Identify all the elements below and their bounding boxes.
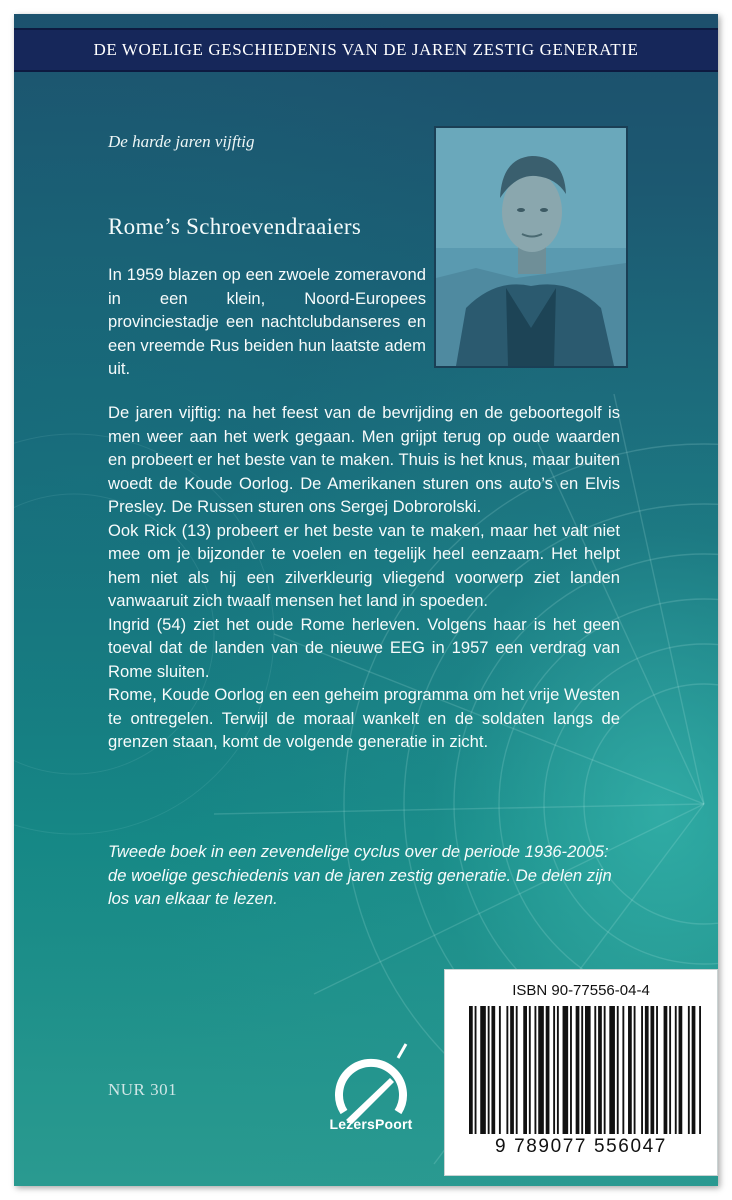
barcode-bar [553,1006,555,1134]
barcode-bar [491,1006,495,1134]
author-photo [434,126,628,368]
barcode-bar [557,1006,559,1134]
barcode-bar [634,1006,636,1134]
isbn-label: ISBN 90-77556-04-4 [512,982,650,999]
book-title: Rome’s Schroevendraaiers [108,214,362,239]
barcode-bar [650,1006,654,1134]
barcode-bar [469,1006,473,1134]
barcode-bar [585,1006,591,1134]
publisher-name: LezersPoort [329,1116,413,1132]
series-banner [14,28,718,72]
book-back-cover [14,14,718,1186]
nur-code: NUR 301 [108,1080,178,1099]
barcode-bar [656,1006,658,1134]
barcode-bar [617,1006,619,1134]
barcode-bar [499,1006,501,1134]
barcode-bar [516,1006,518,1134]
barcode-bar [510,1006,514,1134]
blurb-paragraph: Rome, Koude Oorlog en een geheim programma om het vrije Westen te ontregelen. Terwijl de moraal wankelt en de soldaten langs de grenzen staan, komt de volgende generatie in zicht. [108,685,620,751]
blurb-body [108,401,620,754]
barcode-bar [679,1006,683,1134]
barcode-bar [488,1006,490,1134]
barcode-bar [563,1006,569,1134]
barcode-bar [534,1006,536,1134]
series-banner-text: DE WOELIGE GESCHIEDENIS VAN DE JAREN ZESTIG GENERATIE [93,40,639,59]
blurb-paragraph: Ingrid (54) ziet het oude Rome herleven. Volgens haar is het geen toeval dat de landen van de nieuwe EEG in 1957 een verdrag van Rome sluiten. [108,614,620,681]
intro-paragraph: In 1959 blazen op een zwoele zomeravond in een klein, Noord-Europees provinciestadje een nachtclubdanseres en een vreemde Rus beiden hun laatste adem uit. [108,265,426,378]
barcode-bar [664,1006,668,1134]
barcode-bar [609,1006,615,1134]
barcode-digits: 9 789077 556047 [495,1136,667,1157]
barcode-bar [523,1006,527,1134]
barcode-bar [604,1006,606,1134]
barcode-bar [641,1006,643,1134]
barcode-bar [581,1006,583,1134]
barcode-bar [570,1006,572,1134]
barcode-bar [628,1006,632,1134]
blurb-paragraph: De jaren vijftig: na het feest van de bevrijding en de geboortegolf is men weer aan het werk gegaan. Men grijpt terug op oude waarden en probeert er het beste van te maken. Thuis is het knus, maar buiten woedt de Koude Oorlog. De Amerikanen sturen ons auto’s en Elvis Presley. De Russen sturen ons Sergej Dobrorolski. [108,403,620,516]
barcode-bar [538,1006,544,1134]
barcode-bar [675,1006,677,1134]
barcode-panel [444,969,718,1176]
barcode-bar [688,1006,690,1134]
barcode-bar [546,1006,550,1134]
barcode-bar [645,1006,649,1134]
series-subtitle: De harde jaren vijftig [108,132,255,151]
barcode-bar [622,1006,624,1134]
blurb-paragraph: Ook Rick (13) probeert er het beste van te maken, maar het valt niet mee om je bijzonder te voelen en tegelijk heel eenzaam. Het helpt hem niet als hij een zilverkleurig vliegend voorwerp ziet landen vanwaaruit zich twaalf mensen het land in spoeden. [108,520,620,610]
barcode-bar [506,1006,508,1134]
barcode-bar [594,1006,596,1134]
barcode-bar [475,1006,477,1134]
barcode-bar [699,1006,701,1134]
barcode-bar [598,1006,602,1134]
barcode-bar [480,1006,486,1134]
barcode-bar [692,1006,696,1134]
publisher-logo-icon [316,1034,426,1154]
barcode [467,1006,703,1134]
barcode-bar [669,1006,671,1134]
barcode-bar [576,1006,580,1134]
series-tagline: Tweede boek in een zevendelige cyclus over de periode 1936-2005: de woelige geschiedenis van de jaren zestig generatie. De delen zijn los van elkaar te lezen. [108,842,612,908]
barcode-bar [529,1006,531,1134]
